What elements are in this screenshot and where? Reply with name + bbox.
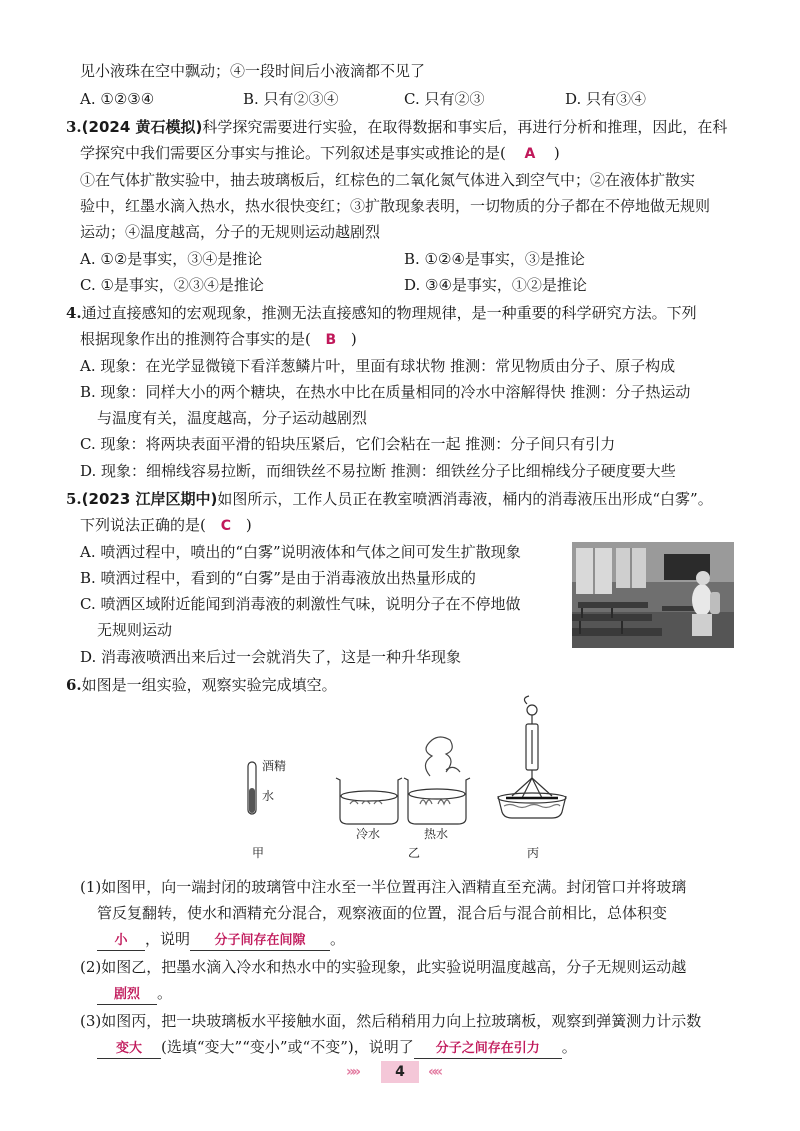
q5-answer: C (220, 518, 231, 534)
q4-close: ) (350, 330, 357, 348)
q6-p1-mid: ，说明 (145, 930, 191, 948)
page-number: 4 (381, 1061, 419, 1083)
q3-option-d: D. ③④是事实，①②是推论 (404, 276, 587, 294)
q3-body-line3: 运动；④温度越高，分子的无规则运动越剧烈 (80, 223, 381, 241)
q6-p1-answer-1: 小 (97, 932, 145, 951)
q6-p3-end: 。 (561, 1038, 577, 1056)
q6-p3-answer-2: 分子之间存在引力 (414, 1040, 562, 1059)
label-bing: 丙 (527, 846, 540, 860)
q3-number: 3. (66, 118, 82, 136)
q6-p1-end: 。 (330, 930, 346, 948)
q3-stem2-text: 学探究中我们需要区分事实与推论。下列叙述是事实或推论的是( (80, 144, 506, 162)
q6-p2-line1: (2)如图乙，把墨水滴入冷水和热水中的实验现象，此实验说明温度越高，分子无规则运动越 (80, 958, 687, 976)
q4-stem-line2 (80, 328, 357, 351)
experiment-diagram (240, 700, 570, 841)
q2-option-c: C. 只有②③ (404, 90, 485, 108)
footer-left-chevrons: »» (346, 1064, 359, 1080)
q4-option-b: B. 现象：同样大小的两个糖块，在热水中比在质量相同的冷水中溶解得快 推测：分子热运动 (80, 383, 691, 401)
q5-source: (2023 江岸区期中) (81, 490, 218, 508)
q2-option-d: D. 只有③④ (565, 90, 647, 108)
q5-number: 5. (66, 490, 82, 508)
q6-p1-line1: (1)如图甲，向一端封闭的玻璃管中注水至一半位置再注入酒精直至充满。封闭管口并将玻璃 (80, 878, 687, 896)
q3-body-line2: 验中，红墨水滴入热水，热水很快变红；③扩散现象表明，一切物质的分子都在不停地做无规则 (80, 197, 711, 215)
label-yi: 乙 (408, 846, 421, 860)
q3-option-a: A. ①②是事实，③④是推论 (80, 250, 263, 268)
q4-option-d: D. 现象：细棉线容易拉断，而细铁丝不易拉断 推测：细铁丝分子比细棉线分子硬度要大些 (80, 462, 676, 480)
label-hot-water: 热水 (424, 827, 449, 841)
q5-option-d: D. 消毒液喷洒出来后过一会就消失了，这是一种升华现象 (80, 648, 462, 666)
q6-number: 6. (66, 676, 82, 694)
q3-source: (2024 黄石模拟) (81, 118, 203, 136)
q2-option-b: B. 只有②③④ (243, 90, 339, 108)
q6-p1-answer-2: 分子间存在间隙 (190, 932, 330, 951)
q6-p3-line2 (97, 1036, 577, 1059)
footer-right-chevrons: «« (428, 1064, 441, 1080)
hot-water-beaker (404, 737, 470, 824)
q3-close: ) (553, 144, 560, 162)
spring-scale-apparatus (498, 696, 566, 818)
q4-stem2-text: 根据现象作出的推测符合事实的是( (80, 330, 311, 348)
q3-option-b: B. ①②④是事实，③是推论 (404, 250, 585, 268)
q6-p2-answer: 剧烈 (97, 986, 157, 1005)
q3-stem-text: 科学探究需要进行实验，在取得数据和事实后，再进行分析和推理，因此，在科 (202, 118, 728, 136)
q4-option-a: A. 现象：在光学显微镜下看洋葱鳞片叶，里面有球状物 推测：常见物质由分子、原子构成 (80, 357, 676, 375)
q5-close: ) (245, 516, 252, 534)
q5-option-c-cont: 无规则运动 (97, 621, 173, 639)
q3-body-line1: ①在气体扩散实验中，抽去玻璃板后，红棕色的二氧化氮气体进入到空气中；②在液体扩散实 (80, 171, 696, 189)
classroom-disinfection-photo (572, 542, 734, 648)
q3-stem (66, 116, 727, 138)
q6-p1-line2: 管反复翻转，使水和酒精充分混合，观察液面的位置，混合后与混合前相比，总体积变 (97, 904, 668, 922)
q6-stem (66, 674, 337, 696)
q5-option-b: B. 喷洒过程中，看到的“白雾”是由于消毒液放出热量形成的 (80, 569, 476, 587)
q3-answer: A (524, 146, 536, 162)
q4-option-c: C. 现象：将两块表面平滑的铅块压紧后，它们会粘在一起 推测：分子间只有引力 (80, 435, 616, 453)
q6-stem-text: 如图是一组实验，观察实验完成填空。 (81, 676, 337, 694)
q6-p1-line3 (97, 928, 345, 951)
q2-line: 见小液珠在空中飘动；④一段时间后小液滴都不见了 (80, 62, 426, 80)
label-cold-water: 冷水 (356, 827, 381, 841)
label-water: 水 (262, 789, 275, 803)
q5-stem-line2 (80, 514, 252, 537)
q6-p2-end: 。 (157, 984, 173, 1002)
q5-stem2-text: 下列说法正确的是( (80, 516, 206, 534)
tube-apparatus (248, 762, 256, 814)
label-alcohol: 酒精 (262, 759, 287, 773)
q6-p3-answer-1: 变大 (97, 1040, 161, 1059)
q5-option-a: A. 喷洒过程中，喷出的“白雾”说明液体和气体之间可发生扩散现象 (80, 543, 521, 561)
q2-option-a: A. ①②③④ (80, 90, 155, 108)
q6-p3-mid: (选填“变大”“变小”或“不变”)，说明了 (161, 1038, 414, 1056)
cold-water-beaker (336, 778, 402, 824)
q6-p2-line2 (97, 982, 172, 1005)
q4-stem (66, 302, 697, 324)
q6-p3-line1: (3)如图丙，把一块玻璃板水平接触水面，然后稍稍用力向上拉玻璃板，观察到弹簧测力计示数 (80, 1012, 702, 1030)
q4-stem-text: 通过直接感知的宏观现象，推测无法直接感知的物理规律，是一种重要的科学研究方法。下列 (81, 304, 697, 322)
q3-stem-line2 (80, 142, 560, 165)
q4-number: 4. (66, 304, 82, 322)
q5-stem (66, 488, 713, 510)
label-jia: 甲 (252, 846, 265, 860)
q4-option-b-cont: 与温度有关，温度越高，分子运动越剧烈 (97, 409, 368, 427)
q3-option-c: C. ①是事实，②③④是推论 (80, 276, 264, 294)
q5-stem-text: 如图所示，工作人员正在教室喷洒消毒液，桶内的消毒液压出形成“白雾”。 (217, 490, 713, 508)
q5-option-c: C. 喷洒区域附近能闻到消毒液的刺激性气味，说明分子在不停地做 (80, 595, 521, 613)
q4-answer: B (325, 332, 337, 348)
